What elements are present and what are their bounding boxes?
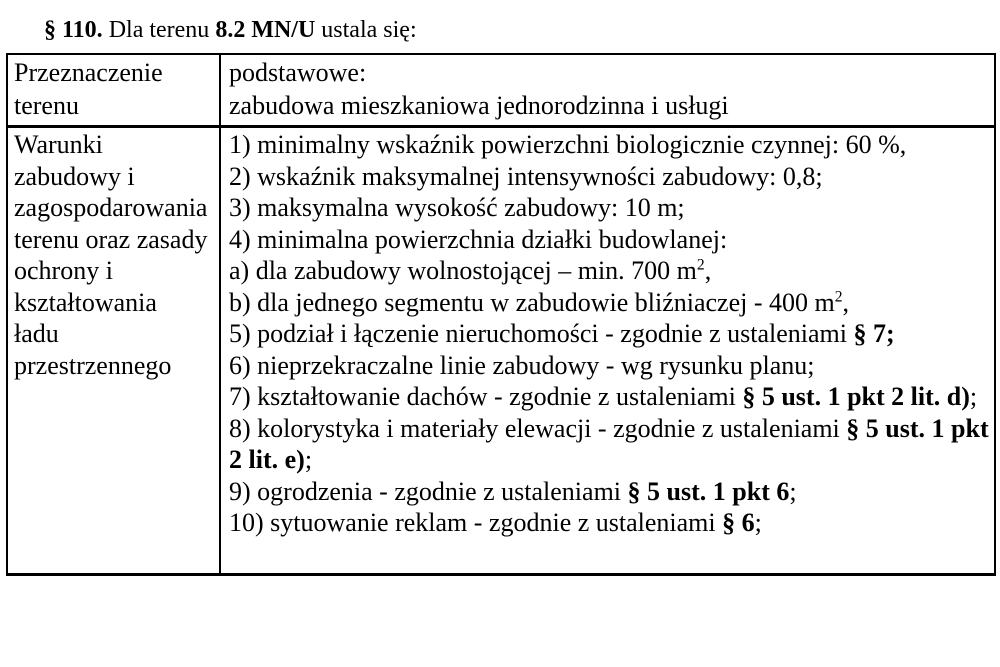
text-segment: ;: [304, 445, 313, 474]
row-header-cell: [8, 128, 221, 573]
text-line: zabudowy i: [14, 161, 135, 191]
superscript-text: 2: [834, 287, 843, 305]
text-line: [229, 381, 990, 413]
text-segment: b) dla jednego segmentu w zabudowie bliźniaczej - 400 m: [229, 287, 835, 317]
text-line: [229, 350, 990, 382]
text-line: terenu: [14, 91, 79, 120]
text-line: [229, 287, 990, 319]
text-line: kształtowania: [14, 287, 157, 317]
bold-text: § 7;: [853, 319, 895, 348]
text-segment: 2) wskaźnik maksymalnej intensywności zabudowy: 0,8;: [229, 161, 823, 191]
bold-text: 8.2 MN/U: [215, 17, 316, 43]
superscript-text: 2: [696, 256, 705, 274]
text-segment: zabudowa mieszkaniowa jednorodzinna i usługi: [229, 91, 729, 120]
bold-text: § 5 ust. 1 pkt 6: [627, 476, 790, 506]
text-segment: 4) minimalna powierzchnia działki budowlanej:: [229, 224, 728, 254]
row-content-cell: [221, 55, 994, 125]
zoning-table: [6, 53, 996, 576]
text-line: [229, 192, 990, 224]
bold-text: § 5 ust. 1 pkt 2 lit. e): [229, 413, 989, 474]
text-line: Przeznaczenie: [14, 58, 163, 87]
section-heading: [44, 15, 417, 45]
text-line: [229, 224, 990, 256]
text-line: ładu: [14, 319, 59, 348]
text-segment: ;: [969, 382, 978, 411]
text-segment: podstawowe:: [229, 58, 367, 87]
text-line: zagospodarowania: [14, 193, 208, 222]
text-line: ochrony i: [14, 256, 113, 285]
text-segment: 10) sytuowanie reklam - zgodnie z ustaleniami: [229, 508, 723, 537]
text-line: [229, 507, 990, 539]
table-row-przeznaczenie-terenu: [8, 55, 994, 128]
text-segment: 1) minimalny wskaźnik powierzchni biologicznie czynnej: 60 %,: [229, 130, 907, 159]
text-line: przestrzennego: [14, 350, 172, 380]
text-segment: 9) ogrodzenia - zgodnie z ustaleniami: [229, 476, 628, 506]
text-line: [229, 129, 990, 161]
text-line: [229, 413, 990, 476]
bold-text: § 110.: [44, 17, 103, 43]
table-row-warunki-zabudowy: [8, 128, 994, 573]
row-content-cell: [221, 128, 994, 573]
text-segment: ,: [704, 256, 712, 285]
text-line: [229, 476, 990, 508]
text-segment: 5) podział i łączenie nieruchomości - zgodnie z ustaleniami: [229, 319, 854, 348]
text-line: Warunki: [14, 130, 103, 159]
text-line: [229, 161, 990, 193]
text-segment: 3) maksymalna wysokość zabudowy: 10 m;: [229, 193, 685, 222]
text-segment: 6) nieprzekraczalne linie zabudowy - wg rysunku planu;: [229, 350, 815, 380]
text-segment: 8) kolorystyka i materiały elewacji - zgodnie z ustaleniami: [229, 413, 847, 443]
text-segment: ;: [789, 476, 797, 506]
text-segment: ustala się:: [315, 17, 417, 43]
text-line: [229, 56, 990, 89]
text-segment: 7) kształtowanie dachów - zgodnie z ustaleniami: [229, 382, 743, 411]
text-line: [229, 89, 990, 122]
text-line: [229, 318, 990, 350]
bold-text: § 5 ust. 1 pkt 2 lit. d): [742, 382, 970, 411]
text-segment: Dla terenu: [102, 17, 216, 43]
text-line: [229, 255, 990, 287]
text-segment: ;: [754, 508, 762, 537]
text-segment: a) dla zabudowy wolnostojącej – min. 700 m: [229, 256, 697, 285]
bold-text: § 6: [722, 508, 755, 537]
text-line: terenu oraz zasady: [14, 224, 208, 254]
row-header-cell: [8, 55, 221, 125]
text-segment: ,: [842, 287, 850, 317]
